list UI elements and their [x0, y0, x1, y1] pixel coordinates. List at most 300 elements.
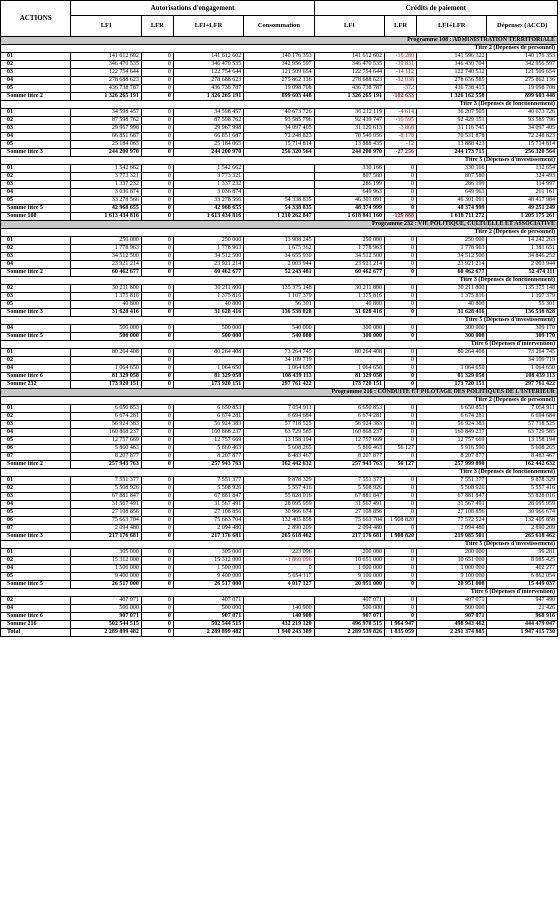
table-cell: 265 618 462 [244, 533, 314, 541]
table-cell: 297 761 422 [487, 381, 558, 389]
table-cell: 31 628 416 [71, 309, 141, 317]
table-cell: 2 890 209 [244, 525, 314, 533]
table-cell: 8 085 425 [487, 557, 558, 565]
table-cell: 0 [385, 293, 417, 301]
table-cell: 0 [385, 173, 417, 181]
table-cell: 40 673 726 [487, 109, 558, 117]
table-cell: -14 112 [385, 69, 417, 77]
table-row [1, 349, 558, 357]
table-cell: 1 000 000 [314, 565, 384, 573]
table-cell: 1 375 816 [173, 293, 243, 301]
table-cell: 0 [141, 581, 173, 589]
table-cell: 286 199 [417, 181, 487, 189]
table-cell: 1 326 265 191 [173, 93, 243, 101]
table-cell: 0 [141, 133, 173, 141]
table-cell: 114 997 [487, 181, 558, 189]
table-row [1, 525, 558, 533]
table-cell: 12 757 669 [173, 437, 243, 445]
table-cell: 6 674 281 [71, 413, 141, 421]
table-cell: 122 754 644 [71, 69, 141, 77]
table-cell: 0 [141, 269, 173, 277]
section-heading: Titre 2 (Dépenses de personnel) [1, 45, 558, 53]
table-row [1, 413, 558, 421]
table-cell: 257 943 763 [71, 461, 141, 469]
section-heading-row [1, 541, 558, 549]
table-cell: 122 740 532 [417, 69, 487, 77]
table-cell: 49 251 249 [487, 205, 558, 213]
table-cell: 0 [385, 405, 417, 413]
table-cell: 330 166 [417, 165, 487, 173]
table-cell: 1 064 650 [314, 365, 384, 373]
table-cell: 1 337 232 [173, 181, 243, 189]
table-cell: 46 301 091 [417, 197, 487, 205]
table-cell: 67 881 847 [417, 493, 487, 501]
table-row [1, 237, 558, 245]
table-row [1, 405, 558, 413]
table-cell: 649 963 [314, 189, 384, 197]
table-cell: 1 375 816 [314, 293, 384, 301]
table-cell: 432 219 120 [244, 621, 314, 629]
table-cell: 55 301 [487, 301, 558, 309]
program-heading: Programme 108 : ADMINISTRATION TERRITORIALE [1, 37, 558, 45]
table-cell: 80 264 408 [173, 349, 243, 357]
table-cell: 0 [385, 573, 417, 581]
row-label: 02 [1, 245, 71, 253]
table-cell: 34 598 457 [71, 109, 141, 117]
table-cell: 5 508 926 [173, 485, 243, 493]
table-cell [244, 173, 314, 181]
table-cell: 33 278 566 [173, 197, 243, 205]
table-cell: 1 542 662 [71, 165, 141, 173]
table-row [1, 453, 558, 461]
table-cell: 121 509 654 [244, 69, 314, 77]
table-cell: 0 [385, 325, 417, 333]
table-cell: 23 921 214 [173, 261, 243, 269]
table-row [1, 357, 558, 365]
table-cell: 0 [385, 373, 417, 381]
table-cell: 67 881 847 [173, 493, 243, 501]
table-cell: 108 439 113 [487, 373, 558, 381]
header-column-row [1, 16, 558, 37]
table-cell: 2 094 480 [417, 525, 487, 533]
table-cell: 5 916 590 [417, 445, 487, 453]
table-row [1, 109, 558, 117]
row-label: Somme titre 2 [1, 269, 71, 277]
table-cell: 2 289 899 482 [173, 629, 243, 637]
table-row [1, 197, 558, 205]
table-cell: 42 968 655 [71, 205, 141, 213]
row-label: Somme 108 [1, 213, 71, 221]
table-row [1, 605, 558, 613]
table-cell: 200 000 [417, 549, 487, 557]
table-cell: 907 071 [173, 613, 243, 621]
table-cell: 0 [141, 293, 173, 301]
table-cell: -102 633 [385, 93, 417, 101]
table-cell: 30 211 800 [417, 285, 487, 293]
table-cell: 160 868 237 [314, 429, 384, 437]
table-cell: 0 [141, 333, 173, 341]
table-cell: 12 757 669 [71, 437, 141, 445]
table-cell: 444 479 047 [487, 621, 558, 629]
program-heading: Programme 232 : VIE POLITIQUE, CULTUELLE ET ASSOCIATIVE [1, 221, 558, 229]
table-cell: 1 618 841 160 [314, 213, 384, 221]
table-cell: 30 966 674 [244, 509, 314, 517]
table-cell: 30 211 800 [314, 285, 384, 293]
table-cell: 10 651 000 [417, 557, 487, 565]
table-cell: 54 338 835 [244, 197, 314, 205]
table-cell: 30 211 800 [173, 285, 243, 293]
table-cell: 40 800 [173, 301, 243, 309]
table-cell: 56 924 383 [417, 421, 487, 429]
table-cell: 0 [141, 117, 173, 125]
table-cell: 5 860 463 [314, 445, 384, 453]
table-cell: 1 947 415 730 [487, 629, 558, 637]
table-row [1, 493, 558, 501]
table-cell: 31 567 491 [173, 501, 243, 509]
table-cell: 1 940 243 389 [244, 629, 314, 637]
table-cell: 29 967 998 [173, 125, 243, 133]
table-cell: 56 924 383 [314, 421, 384, 429]
table-cell: 402 277 [487, 565, 558, 573]
table-cell: 57 718 525 [487, 421, 558, 429]
table-cell: 21 426 [487, 605, 558, 613]
table-cell: 5 860 463 [71, 445, 141, 453]
table-cell: 0 [141, 365, 173, 373]
subtotal-row [1, 269, 558, 277]
table-cell: 6 650 853 [417, 405, 487, 413]
table-cell: 6 674 281 [173, 413, 243, 421]
table-cell: 160 868 237 [173, 429, 243, 437]
table-cell: 31 567 491 [71, 501, 141, 509]
section-heading: Titre 6 (Dépenses d'intervention) [1, 589, 558, 597]
table-cell: 0 [141, 565, 173, 573]
table-cell: 265 618 462 [487, 533, 558, 541]
table-cell: 26 517 000 [71, 581, 141, 589]
table-cell: 0 [244, 565, 314, 573]
table-cell: 28 095 959 [487, 501, 558, 509]
table-cell: 0 [141, 405, 173, 413]
table-cell: 0 [141, 629, 173, 637]
row-label: 06 [1, 517, 71, 525]
table-cell: 54 338 835 [244, 205, 314, 213]
table-cell: 75 663 704 [173, 517, 243, 525]
table-cell: 0 [385, 485, 417, 493]
grand-total-row [1, 629, 558, 637]
subtotal-row [1, 309, 558, 317]
table-cell: 1 778 963 [173, 245, 243, 253]
table-cell: 0 [141, 213, 173, 221]
table-cell: 0 [141, 461, 173, 469]
table-cell: 13 888 435 [314, 141, 384, 149]
table-cell: -16 280 [385, 53, 417, 61]
table-cell: 500 000 [173, 325, 243, 333]
row-label: 01 [1, 165, 71, 173]
section-heading: Titre 5 (Dépenses d'investissement) [1, 157, 558, 165]
row-label: 04 [1, 605, 71, 613]
col-ae-lfr: LFR [141, 16, 173, 37]
table-cell: 305 000 [71, 549, 141, 557]
table-row [1, 437, 558, 445]
table-cell: 56 127 [385, 461, 417, 469]
row-label: Total [1, 629, 71, 637]
table-cell: 275 862 136 [487, 77, 558, 85]
row-label: Somme titre 6 [1, 373, 71, 381]
row-label: 04 [1, 429, 71, 437]
table-cell: 1 613 434 816 [71, 213, 141, 221]
table-cell: 136 538 828 [487, 309, 558, 317]
table-cell: 173 920 151 [173, 381, 243, 389]
row-label: 02 [1, 117, 71, 125]
row-label: Somme 216 [1, 621, 71, 629]
col-cp-expenses: Dépenses (ACCD) [487, 16, 558, 37]
table-cell: 1 326 265 191 [71, 93, 141, 101]
table-cell: 9 100 000 [417, 573, 487, 581]
section-heading-row [1, 397, 558, 405]
table-row [1, 325, 558, 333]
table-cell: 29 967 998 [71, 125, 141, 133]
table-row [1, 173, 558, 181]
row-label: 03 [1, 69, 71, 77]
row-label: 03 [1, 421, 71, 429]
table-cell: 0 [141, 381, 173, 389]
section-heading: Titre 2 (Dépenses de personnel) [1, 229, 558, 237]
table-cell: 5 860 463 [173, 445, 243, 453]
table-cell: 540 000 [244, 325, 314, 333]
table-row [1, 53, 558, 61]
table-cell: 0 [141, 349, 173, 357]
table-cell: 1 908 820 [385, 533, 417, 541]
table-cell: 30 966 674 [487, 509, 558, 517]
table-cell: 0 [385, 421, 417, 429]
table-cell: 1 107 379 [244, 293, 314, 301]
table-cell: 0 [385, 413, 417, 421]
section-heading-row [1, 157, 558, 165]
table-cell: 34 512 500 [173, 253, 243, 261]
row-label: 04 [1, 565, 71, 573]
table-cell: 0 [385, 597, 417, 605]
subtotal-row [1, 581, 558, 589]
table-cell [244, 597, 314, 605]
table-cell: 141 612 602 [314, 53, 384, 61]
table-cell: 7 054 911 [487, 405, 558, 413]
table-cell: 0 [385, 501, 417, 509]
table-cell: -12 [385, 141, 417, 149]
table-cell: 500 000 [314, 605, 384, 613]
table-cell: 34 598 457 [173, 109, 243, 117]
table-row [1, 445, 558, 453]
table-cell [244, 189, 314, 197]
row-label: Somme titre 2 [1, 93, 71, 101]
table-cell: 502 544 515 [173, 621, 243, 629]
table-cell: 1 375 816 [417, 293, 487, 301]
table-cell: 1 337 232 [71, 181, 141, 189]
col-ae-lfi: LFI [71, 16, 141, 37]
table-cell: 1 064 650 [71, 365, 141, 373]
table-cell: 278 688 623 [71, 77, 141, 85]
table-cell: 34 109 719 [244, 357, 314, 365]
row-label: Somme titre 3 [1, 309, 71, 317]
table-cell: 0 [385, 581, 417, 589]
table-cell: 75 663 704 [314, 517, 384, 525]
subtotal-row [1, 93, 558, 101]
section-heading: Titre 6 (Dépenses d'intervention) [1, 341, 558, 349]
table-cell: 25 184 065 [173, 141, 243, 149]
table-cell: 1 107 379 [487, 293, 558, 301]
table-cell: 0 [385, 613, 417, 621]
col-cp-lfi-lfr: LFI+LFR [417, 16, 487, 37]
table-cell: 34 655 930 [244, 253, 314, 261]
header-group-row [1, 1, 558, 16]
row-label: 02 [1, 485, 71, 493]
table-cell: 0 [141, 309, 173, 317]
table-cell: 8 483 467 [244, 453, 314, 461]
section-heading-row [1, 589, 558, 597]
row-label: 02 [1, 173, 71, 181]
table-cell: 135 375 148 [487, 285, 558, 293]
table-cell: 5 654 117 [244, 573, 314, 581]
subtotal-row [1, 621, 558, 629]
table-cell: 0 [385, 237, 417, 245]
table-cell: 0 [385, 429, 417, 437]
table-cell: 899 603 448 [244, 93, 314, 101]
table-cell: 0 [141, 173, 173, 181]
table-cell: 0 [385, 525, 417, 533]
table-cell: 407 071 [71, 597, 141, 605]
table-cell: 0 [385, 605, 417, 613]
subtotal-row [1, 461, 558, 469]
table-cell: 261 161 [487, 189, 558, 197]
row-label: Somme titre 5 [1, 205, 71, 213]
table-cell: 0 [141, 453, 173, 461]
table-cell: 3 773 321 [71, 173, 141, 181]
table-cell: 15 312 000 [71, 557, 141, 565]
col-cp-lfi: LFI [314, 16, 384, 37]
table-cell: 1 618 711 272 [417, 213, 487, 221]
table-cell: 1 778 963 [314, 245, 384, 253]
table-cell: 0 [141, 429, 173, 437]
table-cell: 80 264 408 [417, 349, 487, 357]
row-label: 03 [1, 181, 71, 189]
table-cell: 60 462 677 [71, 269, 141, 277]
table-cell: 140 900 [244, 613, 314, 621]
table-cell: 0 [141, 93, 173, 101]
table-cell: 40 800 [314, 301, 384, 309]
table-cell: 0 [141, 301, 173, 309]
table-cell: 132 405 858 [487, 517, 558, 525]
section-heading-row [1, 229, 558, 237]
row-label: Somme titre 6 [1, 613, 71, 621]
table-cell: 40 800 [417, 301, 487, 309]
table-cell: 219 085 501 [417, 533, 487, 541]
table-cell: 223 096 [244, 549, 314, 557]
table-cell: 0 [141, 509, 173, 517]
table-cell: 9 400 000 [173, 573, 243, 581]
table-cell: 160 849 237 [417, 429, 487, 437]
table-cell: 23 921 214 [314, 261, 384, 269]
table-cell: 93 585 796 [244, 117, 314, 125]
table-cell: 6 650 853 [71, 405, 141, 413]
table-cell: 19 098 708 [487, 85, 558, 93]
table-cell: 807 580 [417, 173, 487, 181]
table-row [1, 61, 558, 69]
row-label: 04 [1, 133, 71, 141]
table-cell: 15 714 814 [487, 141, 558, 149]
table-cell: 1 908 820 [385, 517, 417, 525]
table-row [1, 301, 558, 309]
table-cell: 132 654 [487, 165, 558, 173]
table-cell: 1 500 000 [173, 565, 243, 573]
table-cell: 1 964 947 [385, 621, 417, 629]
table-cell: 55 828 016 [487, 493, 558, 501]
table-cell: 1 205 175 261 [487, 213, 558, 221]
table-cell: 947 490 [487, 597, 558, 605]
section-heading: Titre 3 (Dépenses de fonctionnement) [1, 277, 558, 285]
table-cell: 2 289 539 826 [314, 629, 384, 637]
table-cell: 9 878 329 [487, 477, 558, 485]
table-cell: 92 429 151 [417, 117, 487, 125]
table-cell: 15 714 814 [244, 141, 314, 149]
table-cell: 31 120 613 [314, 125, 384, 133]
table-row [1, 85, 558, 93]
table-cell: -32 038 [385, 77, 417, 85]
table-cell: 34 846 252 [487, 253, 558, 261]
table-cell: 30 211 800 [71, 285, 141, 293]
section-heading-row [1, 317, 558, 325]
table-cell: 0 [141, 573, 173, 581]
table-cell: 0 [141, 181, 173, 189]
row-label: 05 [1, 85, 71, 93]
table-cell: 73 264 745 [487, 349, 558, 357]
table-cell: 217 176 681 [71, 533, 141, 541]
table-cell: 436 738 787 [71, 85, 141, 93]
program-heading-row [1, 221, 558, 229]
table-cell: 13 158 194 [244, 437, 314, 445]
table-cell: 1 500 000 [71, 565, 141, 573]
table-cell: 0 [141, 525, 173, 533]
table-row [1, 141, 558, 149]
table-cell: 807 580 [314, 173, 384, 181]
table-cell: 0 [385, 357, 417, 365]
table-cell: 0 [385, 301, 417, 309]
table-cell: 649 963 [417, 189, 487, 197]
subtotal-row [1, 213, 558, 221]
table-cell: 907 071 [417, 613, 487, 621]
table-cell [244, 165, 314, 173]
table-cell: 8 207 877 [71, 453, 141, 461]
table-cell: 0 [141, 445, 173, 453]
table-cell: 4 017 127 [244, 581, 314, 589]
row-label: 03 [1, 253, 71, 261]
table-cell [173, 357, 243, 365]
table-cell: 8 483 467 [487, 453, 558, 461]
subtotal-row [1, 333, 558, 341]
row-label: 04 [1, 77, 71, 85]
row-label: 01 [1, 405, 71, 413]
table-cell: 48 374 999 [314, 205, 384, 213]
table-cell: 42 968 655 [173, 205, 243, 213]
table-cell: 3 036 874 [173, 189, 243, 197]
table-cell: 26 517 000 [173, 581, 243, 589]
table-row [1, 557, 558, 565]
table-cell: -4 614 [385, 109, 417, 117]
row-label: 01 [1, 477, 71, 485]
table-cell: 0 [385, 509, 417, 517]
table-cell: 1 326 265 191 [314, 93, 384, 101]
table-cell: 0 [385, 261, 417, 269]
table-cell: 31 628 416 [417, 309, 487, 317]
table-cell: 300 000 [314, 325, 384, 333]
table-cell: 46 301 091 [314, 197, 384, 205]
